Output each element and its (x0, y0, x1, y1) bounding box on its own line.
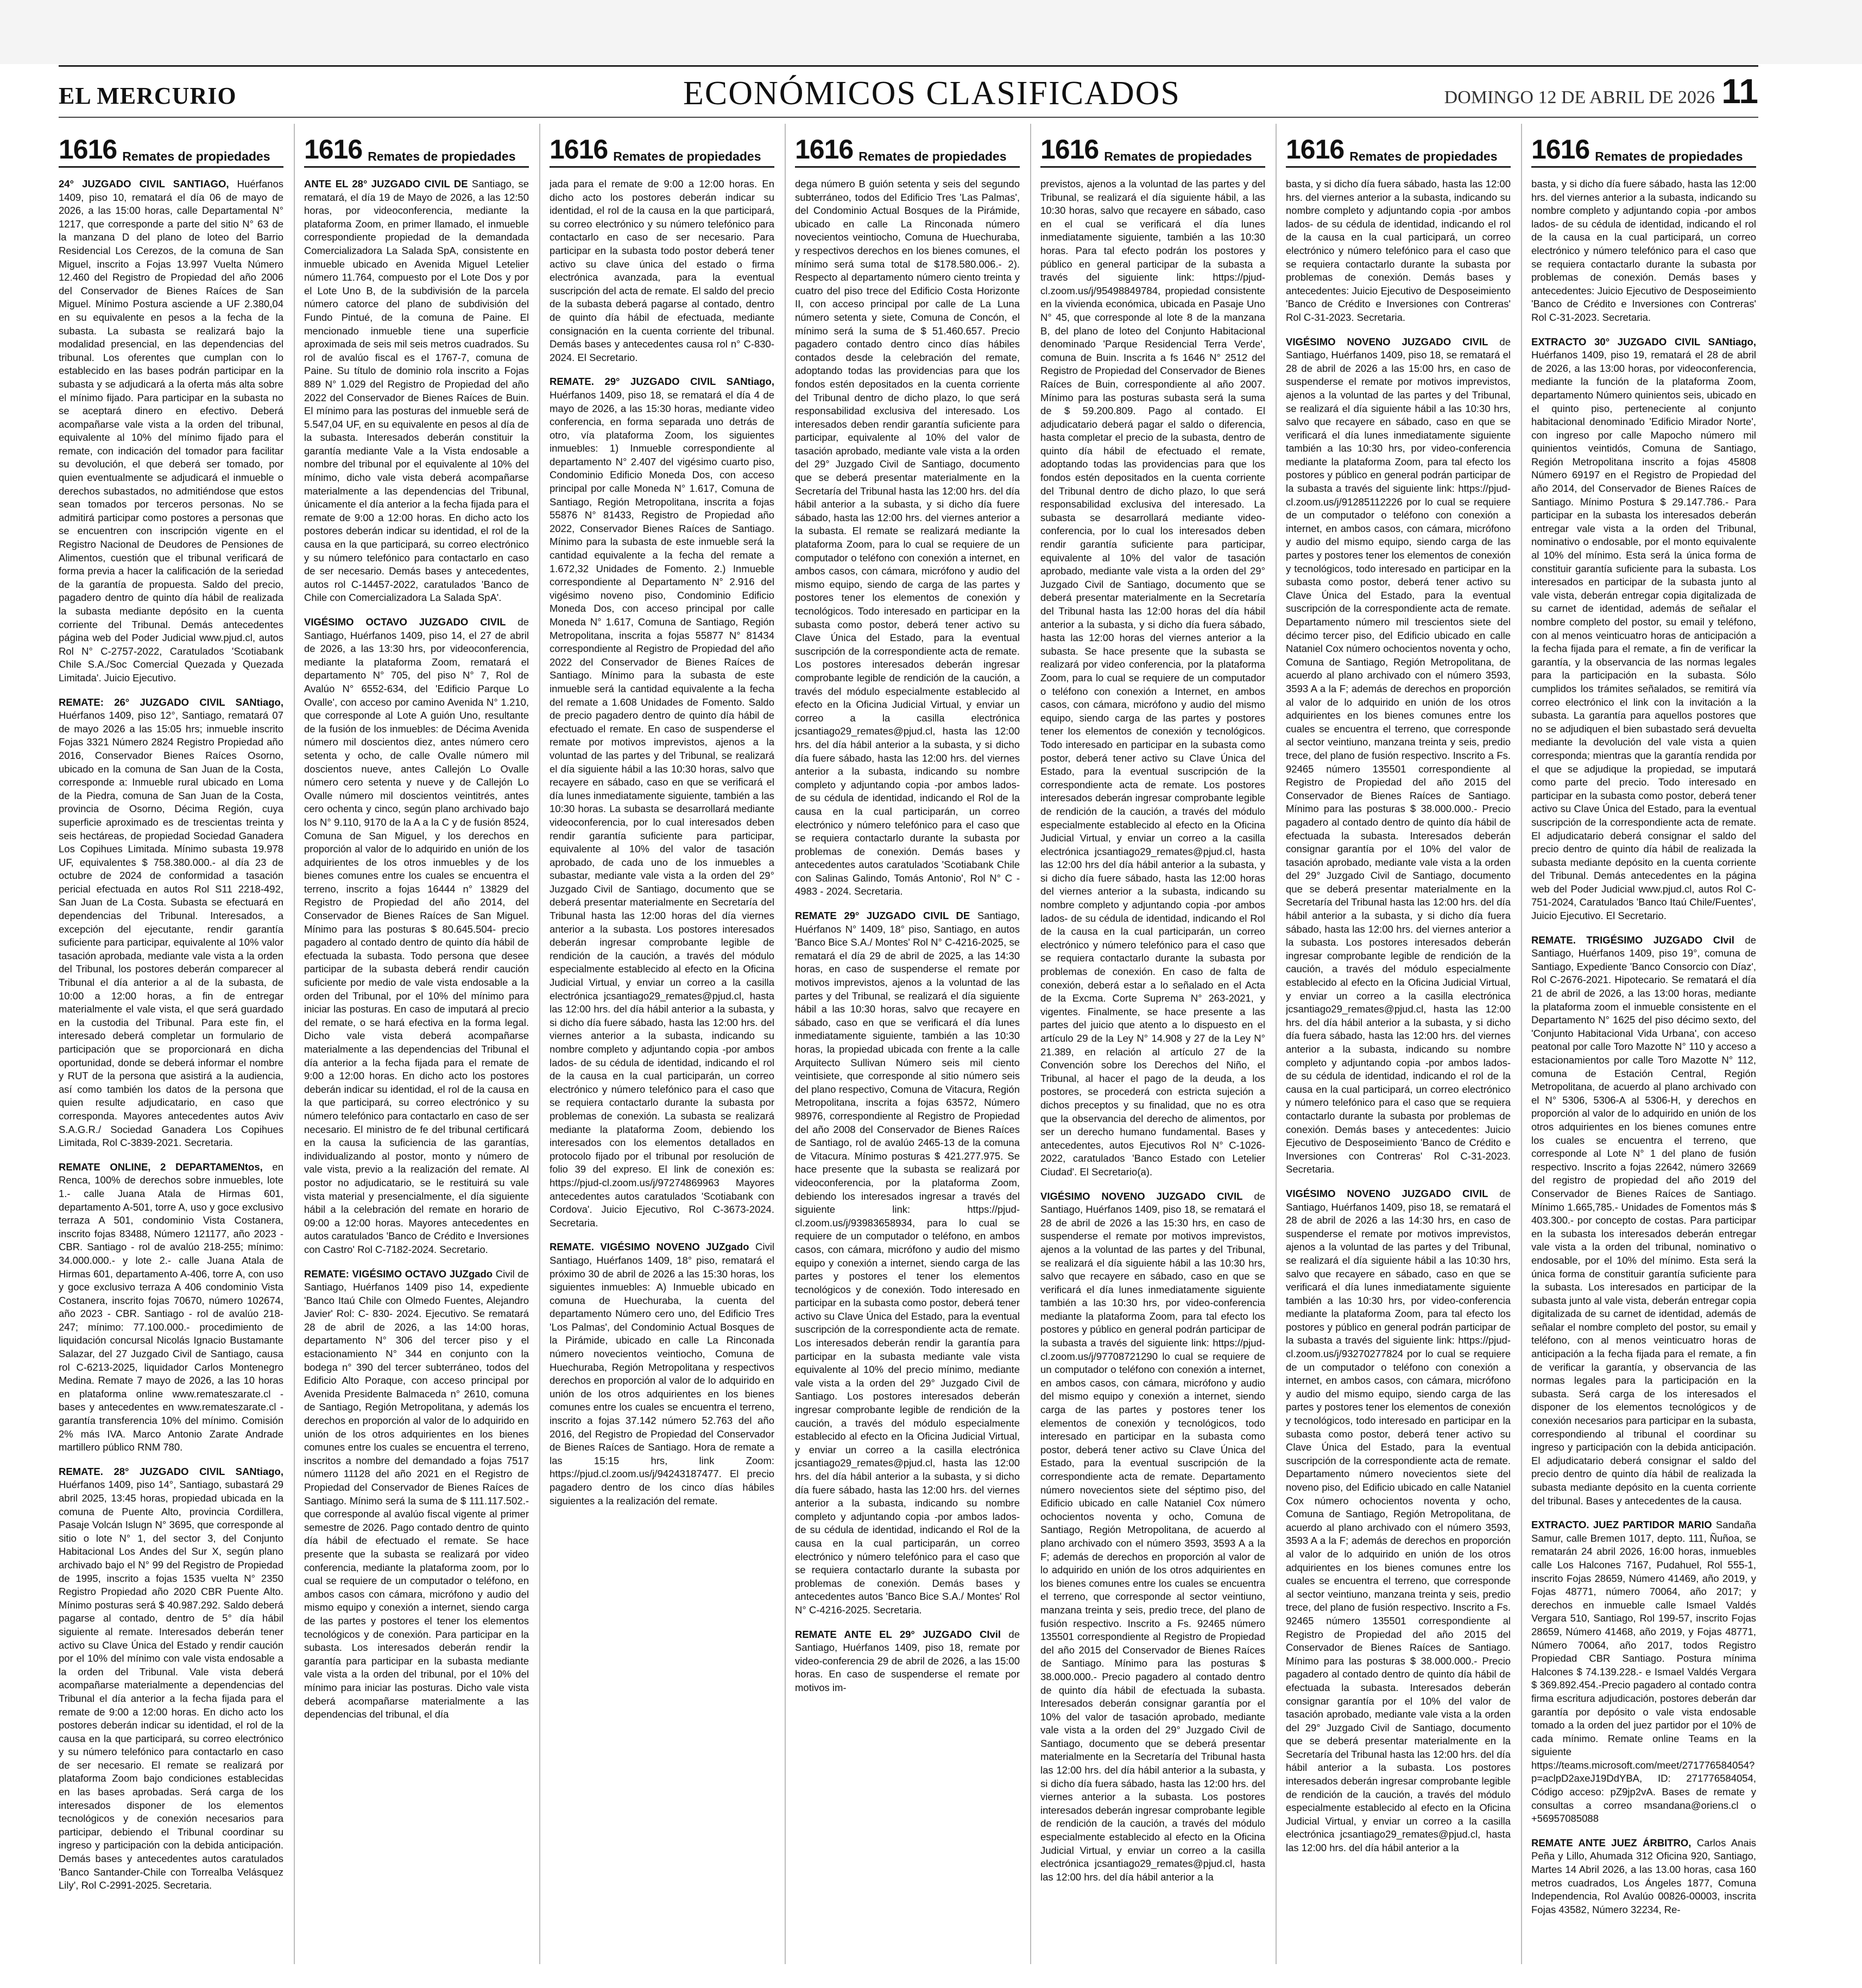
notice-lead: VIGÉSIMO OCTAVO JUZGADO CIVIL (304, 616, 506, 628)
column-3 (550, 124, 774, 1964)
notice (59, 696, 283, 1150)
notice-lead: EXTRACTO 30° JUZGADO CIVIL SANtiago, (1531, 335, 1756, 347)
column-heading (795, 124, 1020, 168)
column-heading (550, 124, 774, 168)
notice-text: Sandaña Samur, calle Bremen 1017, depto. 111, Ñuñoa, se rematarán 24 abril 2026, 16:00 horas, inmuebles calle Los Halcones 7167, Pudahuel, Rol 555-1, inscrito Fojas 28659, Número 41469, año 2019, y Fojas 48771, número 70064, año 2017; y derechos en inmueble calle Ismael Valdés Vergara 510, Santiago, Rol 199-57, inscrito Fojas 28659, Número 41468, año 2019, y Fojas 48771, Número 70064, año 2017, todos Registro Propiedad CBR Santiago. Postura mínima Halcones $ 74.139.228.- e Ismael Valdés Vergara $ 369.892.454.-Precio pagadero al contado contra firma escritura adjudicación, postores deberán dar garantía por depósito o vale vista endosable tomado a la orden del juez partidor por el 10% de cada mínimo. Remate online Teams en la siguiente https://teams.microsoft.com/meet/271776584054?p=aclpD2axeJ19DdYBA, ID: 271776584054, Código acceso: pZ9jp2vA. Bases de remate y consultas a correo msandana@oriens.cl o +56957085088 (1531, 1519, 1756, 1825)
classified-columns (59, 124, 1758, 1964)
notice-text: Civil Santiago, Huérfanos 1409, 18° piso, rematará el próximo 30 de abril de 2026 a las 15:30 horas, los siguientes inmuebles: A) Inmueble ubicado en comuna de Huechuraba, la cuenta del departamento Número cero uno, del Edificio Tres 'Los Palmas', del Condominio Actual Bosques de la Pirámide, ubicado en calle La Rinconada número novecientos veintiocho, Comuna de Huechuraba, Región Metropolitana y respectivos derechos en proporción al valor de lo adquirido en unión de los otros adquirientes en los bienes comunes entre los cuales se encuentra el terreno, inscrito a fojas 37.142 número 52.763 del año 2016, del Registro de Propiedad del Conservador de Bienes Raíces de Santiago. Hora de remate a las 15:15 hrs, link Zoom: https://pjud.cl.zoom.us/j/94243187477. El precio pagadero dentro de los cinco días hábiles siguientes a la realización del remate. (550, 1241, 774, 1506)
column-1 (59, 124, 283, 1964)
notice-text: basta, y si dicho día fuere sábado, hasta las 12:00 hrs. del viernes anterior a la subasta, indicando su nombre completo y adjuntando copia -por ambos lados- de su cédula de identidad, indicando el rol de la causa en la cual participará, un correo electrónico y número telefónico para el caso que se requiera contactarlo durante la subasta por problemas de conexión. Demás bases y antecedentes: Juicio Ejecutivo de Desposeimiento 'Banco de Crédito e Inversiones con Contreras' Rol C-31-2023. Secretaria. (1531, 178, 1756, 323)
top-band (0, 0, 1862, 64)
category-code: 1616 (59, 134, 117, 164)
column-divider (1521, 124, 1522, 1964)
page-header (59, 65, 1758, 118)
column-heading (1286, 124, 1511, 168)
column-divider (1276, 124, 1277, 1964)
column-divider (785, 124, 786, 1964)
category-code: 1616 (1040, 134, 1099, 164)
notice-text: Huérfanos 1409, piso 18, se rematará el día 4 de mayo de 2026, a las 15:30 horas, mediante video conferencia, en forma separada uno detrás de otro, vía plataforma Zoom, los siguientes inmuebles: 1) Inmueble correspondiente al departamento N° 2.407 del vigésimo cuarto piso, Condominio Edificio Moneda Dos, con acceso principal por calle Moneda N° 1.617, Comuna de Santiago, Región Metropolitana, inscrita a fojas 55876 N° 81433, Registro de Propiedad año 2022, Conservador Bienes Raíces de Santiago. Mínimo para la subasta de este inmueble será la cantidad equivalente a la fecha del remate a 1.672,32 Unidades de Fomento. 2.) Inmueble correspondiente al Departamento N° 2.916 del vigésimo noveno piso, Condominio Edificio Moneda Dos, con acceso principal por calle Moneda N° 1.617, Comuna de Santiago, Región Metropolitana, inscrita a fojas 55877 N° 81434 correspondiente al Registro de Propiedad del año 2022 del Conservador de Bienes Raíces de Santiago. Mínimo para la subasta de este inmueble será la cantidad equivalente a la fecha del remate a 1.608 Unidades de Fomento. Saldo de precio pagadero dentro de quinto día hábil de efectuado el remate. En caso de suspenderse el remate por motivos imprevistos, ajenos a la voluntad de las partes y del Tribunal, se realizará el día siguiente hábil a las 10:30 horas, salvo que recayere en sábado, caso en que se verificará el día lunes inmediatamente siguiente, también a las 10:30 horas. La subasta se desarrollará mediante videoconferencia, por lo cual interesados deben rendir garantía suficiente para participar, equivalente al 10% del valor de tasación aprobado, de cada uno de los inmuebles a subastar, mediante vale vista a la orden del 29° Juzgado Civil de Santiago, documento que se deberá presentar materialmente en Secretaría del Tribunal hasta las 12:00 horas del día viernes anterior a la subasta. Los postores interesados deberán ingresar comprobante legible de rendición de la caución, a través del módulo especialmente establecido al efecto en la Oficina Judicial Virtual, y enviar un correo a la casilla electrónica jcsantiago29_remates@pjud.cl, hasta las 12:00 hrs. del día hábil anterior a la subasta, y si dicho día fuere sábado, hasta las 12:00 hrs. del viernes anterior a la subasta, indicando su nombre completo y adjuntando copia -por ambos lados- de su cédula de identidad, indicando el rol de la causa en la cual participarán, un correo electrónico y número telefónico para el caso que se requiera contactarlo durante la subasta por problemas de conexión. La subasta se realizará mediante la plataforma Zoom, debiendo los interesados con los elementos detallados en protocolo fijado por el tribunal por resolución de folio 39 del expreso. El link de conexión es: https://pjud-cl.zoom.us/j/97274869963 Mayores antecedentes autos caratulados 'Scotiabank con Cordova'. Juicio Ejecutivo, Rol C-3673-2024. Secretaria. (550, 389, 774, 1229)
notice (795, 1628, 1020, 1695)
notice-text: Santiago, Huérfanos N° 1409, 18° piso, Santiago, en autos 'Banco Bice S.A./ Montes' Rol N° C-4216-2025, se rematará el día 29 de abril de 2025, a las 14:30 horas, en caso de suspenderse el remate por motivos imprevistos, ajenos a la voluntad de las partes y del Tribunal, se realizará el día siguiente hábil a las 10:30 horas, salvo que recayere en sábado, caso en que se verificará el día lunes inmediatamente siguiente, también a las 10:30 horas, la propiedad ubicada con frente a la calle Arquitecto Sullivan Número seis mil ciento veintisiete, que corresponde al sitio número seis del plano respectivo, Comuna de Vitacura, Región Metropolitana, inscrita a fojas 63572, Número 98976, correspondiente al Registro de Propiedad del año 2008 del Conservador de Bienes Raíces de Santiago, rol de avalúo 2465-13 de la comuna de Vitacura. Mínimo posturas $ 421.277.975. Se hace presente que la subasta se realizará por videoconferencia, por la plataforma Zoom, debiendo los interesados ingresar a través del siguiente link: https://pjud-cl.zoom.us/j/93983658934, para lo cual se requiere de un computador o teléfono, en ambos casos, con cámara, micrófono y audio del mismo equipo y conexión a internet, siendo carga de las partes y postores el tener los elementos tecnológicos y de conexión. Todo interesado en participar en la subasta como postor, deberá tener activo su Clave Única del Estado, para la eventual suscripción de la correspondiente acta de remate. Los interesados deberán rendir la garantía para participar en la subasta mediante vale vista equivalente al 10% del precio mínimo, mediante vale vista a la orden del 29° Juzgado Civil de Santiago. Los postores interesados deberán ingresar comprobante legible de rendición de la caución, a través del módulo especialmente establecido al efecto en la Oficina Judicial Virtual, y enviar un correo a la casilla electrónica jcsantiago29_remates@pjud.cl, hasta las 12:00 hrs. del día hábil anterior a la subasta, y si dicho día fuere sábado, hasta las 12:00 hrs. del viernes anterior a la subasta, indicando su nombre completo y adjuntando copia -por ambos lados- de su cédula de identidad, indicando el Rol de la causa en la cual participarán, un correo electrónico y número telefónico para el caso que se requiera contactarlo durante la subasta por problemas de conexión. Demás bases y antecedentes autos 'Banco Bice S.A./ Montes' Rol N° C-4216-2025. Secretaria. (795, 910, 1020, 1616)
section-title: ECONÓMICOS CLASIFICADOS (683, 75, 1181, 112)
notice (1286, 178, 1511, 325)
notice (550, 178, 774, 364)
notice-text: basta, y si dicho día fuera sábado, hasta las 12:00 hrs. del viernes anterior a la subasta, indicando su nombre completo y adjuntando copia -por ambos lados- de su cédula de identidad, indicando el rol de la causa en la cual participará, un correo electrónico y número telefónico para el caso que se requiera contactarlo durante la subasta por problemas de conexión. Demás bases y antecedentes: Juicio Ejecutivo de Desposeimiento 'Banco de Crédito e Inversiones con Contreras' Rol C-31-2023. Secretaria. (1286, 178, 1511, 323)
notice-lead: REMATE: 26° JUZGADO CIVIL SANtiago, (59, 696, 283, 708)
notice (795, 909, 1020, 1617)
column-divider (1030, 124, 1031, 1964)
column-2 (304, 124, 529, 1964)
column-6 (1286, 124, 1511, 1964)
notice-lead: REMATE 29° JUZGADO CIVIL DE (795, 910, 970, 922)
column-5 (1040, 124, 1265, 1964)
notice-text: en Renca, 100% de derechos sobre inmuebles, lote 1.- calle Juana Atala de Hirmas 601, departamento A-501, torre A, uso y goce exclusivo terraza A 501, condominio Vista Costanera, inscrito fojas 83488, Número 121177, año 2023 - CBR. Santiago - rol de avalúo 218-255; mínimo: 34.000.000.- y lote 2.- calle Juana Atala de Hirmas 601, departamento A-406, torre A, con uso y goce exclusivo terraza A 406 condominio Vista Costanera, inscrito fojas 70670, número 102674, año 2023 - CBR. Santiago - rol de avalúo 218-247; mínimo: 77.100.000.- procedimiento de liquidación concursal Nicolás Ignacio Bustamante Salazar, del 27 Juzgado Civil de Santiago, causa rol C-6213-2025, liquidador Carlos Montenegro Medina. Remate 7 mayo de 2026, a las 10 horas en plataforma online www.remateszarate.cl - bases y antecedentes en www.remateszarate.cl - garantía transferencia 10% del mínimo. Comisión 2% más IVA. Marco Antonio Zarate Andrade martillero público RNM 780. (59, 1161, 283, 1453)
column-body (550, 178, 774, 1508)
column-body (1531, 178, 1756, 1916)
notice-text: Santiago, se rematará, el día 19 de Mayo de 2026, a las 12:50 horas, por videoconferencia, mediante la plataforma Zoom, en primer llamado, el inmueble correspondiente propiedad de la demandada Comercializadora La Salada SpA, consistente en inmueble ubicado en Avenida Miguel Letelier número 11.764, compuesto por el Lote Dos y por el Lote Uno B, de la subdivisión de la parcela número catorce del plano de subdivisión del Fundo Pintué, de la comuna de Paine. El mencionado inmueble tiene una superficie aproximada de seis mil seis metros cuadrados. Su rol de avalúo fiscal es el 1767-7, comuna de Paine. Su título de dominio rola inscrito a Fojas 889 N° 1.029 del Registro de Propiedad del año 2022 del Conservador de Bienes Raíces de Buin. El mínimo para las posturas del inmueble será de 5.547,04 UF, en su equivalente en pesos al día de la subasta. Interesados deberán constituir la garantía mediante Vale a la Vista endosable a nombre del tribunal por el equivalente al 10% del mínimo, dicho vale vista deberá acompañarse materialmente a las dependencias del Tribunal, únicamente el día anterior a la fecha fijada para el remate de 9:00 a 12:00 horas. En dicho acto los postores deberán indicar su identidad, el rol de la causa en la que participará, su correo electrónico y su número telefónico para contactarlo en caso de ser necesario. Demás bases y antecedentes, autos rol C-14457-2022, caratulados 'Banco de Chile con Comercializadora La Salada SpA'. (304, 178, 529, 604)
notice-lead: 24° JUZGADO CIVIL SANTIAGO, (59, 178, 229, 189)
category-label: Remates de propiedades (1104, 149, 1252, 163)
notice (59, 178, 283, 685)
category-label: Remates de propiedades (122, 149, 270, 163)
notice (1531, 1837, 1756, 1917)
notice-lead: REMATE. 28° JUZGADO CIVIL SANtiago, (59, 1465, 283, 1477)
column-heading (304, 124, 529, 168)
column-heading (59, 124, 283, 168)
column-divider (539, 124, 540, 1964)
column-body (1040, 178, 1265, 1884)
column-7 (1531, 124, 1756, 1964)
notice (1531, 1518, 1756, 1826)
notice (550, 375, 774, 1230)
category-code: 1616 (1286, 134, 1345, 164)
notice-lead: REMATE ONLINE, 2 DEPARTAMENtos, (59, 1161, 263, 1173)
category-label: Remates de propiedades (613, 149, 761, 163)
notice-text: Huérfanos 1409, piso 10, rematará el día 06 de mayo de 2026, a las 15:00 horas, calle Departamental N° 1217, que corresponde a parte del sitio N° 63 de la manzana D del plano de loteo del Barrio Residencial Los Cerezos, de la comuna de San Miguel, inscrito a Fojas 13.997 Vuelta Número 12.460 del Registro de Propiedad del año 2006 del Conservador de Bienes Raíces de San Miguel. Mínimo Postura asciende a UF 2.380,04 en su equivalente en pesos a la fecha de la subasta. La subasta se realizará bajo la modalidad presencial, en las dependencias del tribunal. Los oferentes que cumplan con lo establecido en las bases podrán participar en la subasta y se adjudicará a la oferta más alta sobre el mínimo fijado. Para participar en la subasta no se aceptará dinero en efectivo. Deberá acompañarse vale vista a la orden del tribunal, equivalente al 10% del mínimo fijado para el remate, con indicación del tomador para facilitar su devolución, el que deberá ser tomado, por quien eventualmente se adjudicará el inmueble o derechos subastados, no admitiéndose que estos sean tomados por terceros personas. No se admitirá participar como postores a personas que se encuentren con inscripción vigente en el Registro Nacional de Deudores de Pensiones de Alimentos, cuestión que el tribunal verificará de forma previa a hacer la calificación de la seriedad de la garantía de propuesta. Saldo del precio, pagadero dentro de quinto día hábil de realizada la subasta mediante depósito en la cuenta corriente del Tribunal. Demás antecedentes página web del Poder Judicial www.pjud.cl, autos Rol N° C-2757-2022, Caratulados 'Scotiabank Chile S.A./Soc Comercial Quezada y Quezada Limitada'. Juicio Ejecutivo. (59, 178, 283, 683)
column-body (304, 178, 529, 1721)
notice-lead: VIGÉSIMO NOVENO JUZGADO CIVIL (1286, 335, 1488, 347)
notice-lead: REMATE. 29° JUZGADO CIVIL SANtiago, (550, 376, 774, 388)
notice-lead: REMATE: VIGÉSIMO OCTAVO JUZgado (304, 1268, 493, 1280)
notice (1531, 335, 1756, 923)
column-heading (1040, 124, 1265, 168)
page-number: 11 (1721, 72, 1758, 111)
notice (304, 1268, 529, 1721)
notice-lead: EXTRACTO. JUEZ PARTIDOR MARIO (1531, 1519, 1712, 1531)
notice (1531, 934, 1756, 1508)
notice (59, 1161, 283, 1454)
column-divider (294, 124, 295, 1964)
notice (1531, 178, 1756, 325)
notice-text: jada para el remate de 9:00 a 12:00 horas. En dicho acto los postores deberán indicar su identidad, el rol de la causa en la que participará, su correo electrónico y su número telefónico para contactarlo en caso de ser necesario. Para participar en la subasta todo postor deberá tener activo su clave única del estado o firma electrónica avanzada, para la eventual suscripción del acta de remate. El saldo del precio de la subasta deberá pagarse al contado, dentro de quinto día hábil de efectuada, mediante consignación en la cuenta corriente del tribunal. Demás bases y antecedentes causa rol n° C-830-2024. El Secretario. (550, 178, 774, 363)
notice (304, 616, 529, 1257)
category-label: Remates de propiedades (1595, 149, 1743, 163)
category-code: 1616 (550, 134, 608, 164)
notice (59, 1465, 283, 1892)
notice-lead: REMATE. VIGÉSIMO NOVENO JUZgado (550, 1241, 749, 1253)
newspaper-masthead: EL MERCURIO (59, 83, 237, 109)
column-body (1286, 178, 1511, 1855)
notice (1040, 178, 1265, 1179)
notice-text: de Santiago, Huérfanos 1409, piso 18, remate por video-conferencia 29 de abril de 2026, a las 15:00 horas. En caso de suspenderse el remate por motivos im- (795, 1628, 1020, 1693)
notice (1040, 1190, 1265, 1884)
notice (304, 178, 529, 605)
notice-lead: VIGÉSIMO NOVENO JUZGADO CIVIL (1286, 1187, 1488, 1199)
category-code: 1616 (1531, 134, 1590, 164)
category-label: Remates de propiedades (368, 149, 516, 163)
notice-text: Civil de Santiago, Huérfanos 1409 piso 14, expediente 'Banco Itaú Chile con Olmedo Fuentes, Alejandro Javier' Rol: C- 830- 2024. Ejecutivo. Se rematará 28 de abril de 2026, a las 14:00 horas, departamento N° 306 del tercer piso y el estacionamiento N° 344 en conjunto con la bodega n° 390 del tercer subterráneo, todos del Edificio Alto Poraque, con acceso principal por Avenida Presidente Balmaceda n° 2610, comuna de Santiago, Región Metropolitana, y además los derechos en proporción al valor de lo adquirido en unión de los otros adquirientes en los bienes comunes entre los cuales se encuentra el terreno, inscritos a nombre del demandado a fojas 7517 número 11128 del año 2021 en el Registro de Propiedad del Conservador de Bienes Raíces de Santiago. Mínimo será la suma de $ 111.117.502.- que corresponde al avalúo fiscal vigente al primer semestre de 2026. Pago contado dentro de quinto día hábil de efectuado el remate. Se hace presente que la subasta se realizará por video conferencia, mediante la plataforma zoom, por lo cual se requiere de un computador o teléfono, en ambos casos con cámara, micrófono y audio del mismo equipo y conexión a internet, siendo carga de las partes y postores el tener los elementos tecnológicos y de conexión. Para participar en la subasta. Los interesados deberán rendir la garantía para participar en la subasta mediante vale vista a la orden del tribunal, por el 10% del mínimo para iniciar las posturas. Dicho vale vista deberá acompañarse materialmente a las dependencias del tribunal, el día (304, 1268, 529, 1720)
notice-lead: ANTE EL 28° JUZGADO CIVIL DE (304, 178, 468, 189)
notice (1286, 1187, 1511, 1855)
notice-text: Huérfanos 1409, piso 19, rematará el 28 de abril de 2026, a las 13:00 horas, por videoconferencia, mediante la función de la plataforma Zoom, departamento Número quinientos seis, ubicado en el quinto piso, perteneciente al conjunto habitacional denominado 'Edificio Mirador Norte', con ingreso por calle Mapocho número mil quinientos veintidós, Comuna de Santiago, Región Metropolitana inscrito a fojas 45808 Número 69197 en el Registro de Propiedad del año 2014, del Conservador de Bienes Raíces de Santiago. Mínimo Postura $ 29.147.786.- Para participar en la subasta los interesados deberán entregar vale vista a la orden del Tribunal, nominativo o endosable, por el monto equivalente al 10% del mínimo. Esta será la única forma de constituir garantía suficiente para la subasta. Los interesados en participar de la subasta junto al vale vista, deberán entregar copia digitalizada de su carnet de identidad, además de señalar el nombre completo del postor, su email y teléfono, con al menos veinticuatro horas de anticipación a la fecha fijada para el remate, a fin de verificar la garantía, y la observancia de las normas legales para la participación en la subasta. Sólo cumplidos los trámites señalados, se remitirá vía correo electrónico el link con la invitación a la subasta. La garantía para aquellos postores que no se adjudiquen el bien subastado será devuelta mediante la devolución del vale vista a quien corresponda; mientras que la garantía rendida por el que se adjudique la propiedad, se imputará como parte del precio. Todo interesado en participar en la subasta como postor, deberá tener activo su Clave Única del Estado, para la eventual suscripción de la correspondiente acta de remate. El adjudicatario deberá consignar el saldo del precio dentro de quinto día hábil de realizada la subasta mediante depósito en la cuenta corriente del Tribunal. Demás antecedentes en la página web del Poder Judicial www.pjud.cl, autos Rol C-751-2024, Caratulados 'Banco Itaú Chile/Fuentes', Juicio Ejecutivo. El Secretario. (1531, 349, 1756, 922)
notice-lead: VIGÉSIMO NOVENO JUZGADO CIVIL (1040, 1190, 1243, 1202)
column-body (795, 178, 1020, 1695)
notice-text: Huérfanos 1409, piso 12°, Santiago, rematará 07 de mayo 2026 a las 15:05 hrs; inmueble inscrito Fojas 3321 Número 2824 Registro Propiedad año 2016, Conservador Bienes Raíces Osorno, ubicado en la comuna de San Juan de la Costa, corresponde a: Inmueble rural ubicado en Loma de la Piedra, comuna de San Juan de la Costa, provincia de Osorno, Décima Región, cuya superficie aproximado es de trescientas treinta y seis hectáreas, de propiedad Sociedad Ganadera Los Copihues Limitada. Mínimo subasta 19.978 UF, equivalentes $ 758.380.000.- al día 23 de octubre de 2024 de conformidad a tasación pericial efectuada en autos Rol S11 2218-492, San Juan de La Costa. Subasta se efectuará en dependencias del Tribunal. Interesados, a excepción del ejecutante, rendir garantía suficiente para participar, equivalente al 10% valor tasación aprobada, mediante vale vista a la orden del Tribunal, los postores deberán comparecer al Tribunal el día anterior a al de la subasta, de 10:00 a 12:00 horas, a fin de entregar materialmente el vale vista, el que será guardado en la custodia del Tribunal. Para este fin, el interesado deberá completar un formulario de participación que se proporcionará en dicha oportunidad, donde se deberá informar el nombre y RUT de la persona que asistirá a la audiencia, así como también los datos de la persona que quien resulte adjudicatario, en caso que corresponda. Mayores antecedentes autos Aviv S.A.G.R./ Sociedad Ganadera Los Copihues Limitada, Rol C-3839-2021. Secretaria. (59, 710, 283, 1149)
page-date: DOMINGO 12 DE ABRIL DE 2026 (1444, 87, 1715, 107)
category-code: 1616 (304, 134, 363, 164)
category-label: Remates de propiedades (859, 149, 1007, 163)
notice-text: de Santiago, Huérfanos 1409, piso 18, se rematará el 28 de abril de 2026 a las 15:00 hrs, en caso de suspenderse el remate por motivos imprevistos, ajenos a la voluntad de las partes y del Tribunal, se realizará el día siguiente hábil a las 10:30 hrs, salvo que recayere en sábado, caso en que se verificará el día lunes inmediatamente siguiente también a las 10:30 hrs, por video-conferencia mediante la plataforma Zoom, para tal efecto los postores y público en general podrán participar de la subasta a través del siguiente link: https://pjud-cl.zoom.us/j/91285112226 por lo cual se requiere de un computador o teléfono con conexión a internet, en ambos casos, con cámara, micrófono y audio del mismo equipo, siendo carga de las partes y postores tener los elementos de conexión y tecnológicos, todo interesado en participar en la subasta como postor, deberá tener activo su Clave Única del Estado, para la eventual suscripción de la correspondiente acta de remate. Departamento número mil trescientos siete del décimo tercer piso, del Edificio ubicado en calle Nataniel Cox número ochocientos noventa y ocho, Comuna de Santiago, Región Metropolitana, de acuerdo al plano archivado con el número 3593, 3593 A a la F; además de derechos en proporción al valor de lo adquirido en unión de los otros adquirientes en los bienes comunes entre los cuales se encuentra el terreno, que corresponde al sector veintiuno, manzana treinta y seis, predio trece, del plano de fusión respectivo. Inscrito a Fs. 92465 número 135501 correspondiente al Registro de Propiedad del año 2015 del Conservador de Bienes Raíces de Santiago. Mínimo para las posturas $ 38.000.000.- Precio pagadero al contado dentro de quinto día hábil de efectuada la subasta. Interesados deberán consignar garantía por el 10% del valor de tasación aprobado, mediante vale vista a la orden del 29° Juzgado Civil de Santiago, documento que se deberá presentar materialmente en la Secretaría del Tribunal hasta las 12:00 hrs. del día hábil anterior a la subasta, y si dicho día fuera sábado, hasta las 12:00 hrs. del viernes anterior a la subasta. Los postores interesados deberán ingresar comprobante legible de rendición de la caución, a través del módulo especialmente establecido al efecto en la Oficina Judicial Virtual, y enviar un correo a la casilla electrónica jcsantiago29_remates@pjud.cl, hasta las 12:00 hrs. del día hábil anterior a la subasta, y si dicho día fuera sábado, hasta las 12:00 hrs. del viernes anterior a la subasta, indicando su nombre completo y adjuntando copia -por ambos lados- de su cédula de identidad, indicando el rol de la causa en la cual participará, un correo electrónico y número telefónico para el caso que se requiera contactarlo durante la subasta por problemas de conexión. Demás bases y antecedentes: Juicio Ejecutivo de Desposeimiento 'Banco de Crédito e Inversiones con Contreras' Rol C-31-2023. Secretaria. (1286, 335, 1511, 1175)
notice (795, 178, 1020, 898)
notice-text: de Santiago, Huérfanos 1409, piso 18, se rematará el 28 de abril de 2026 a las 15:30 hrs, en caso de suspenderse el remate por motivos imprevistos, ajenos a la voluntad de las partes y del Tribunal, se realizará el día siguiente hábil a las 10:30 hrs, salvo que recayere en sábado, caso en que se verificará el día lunes inmediatamente siguiente también a las 10:30 hrs, por video-conferencia mediante la plataforma Zoom, para tal efecto los postores y público en general podrán participar de la subasta a través del siguiente link: https://pjud-cl.zoom.us/j/97708721290 lo cual se requiere de un computador o teléfono con conexión a internet, en ambos casos, con cámara, micrófono y audio del mismo equipo y conexión a internet, siendo carga de las partes y postores tener los elementos de conexión y tecnológicos, todo interesado en participar en la subasta como postor, deberá tener activo su Clave Única del Estado, para la eventual suscripción de la correspondiente acta de remate. Departamento número novecientos siete del séptimo piso, del Edificio ubicado en calle Nataniel Cox número ochocientos noventa y ocho, Comuna de Santiago, Región Metropolitana, de acuerdo al plano archivado con el número 3593, 3593 A a la F; además de derechos en proporción al valor de lo adquirido en unión de los otros adquirientes en los bienes comunes entre los cuales se encuentra el terreno, que corresponde al sector veintiuno, manzana treinta y seis, predio trece, del plano de fusión respectivo. Inscrito a Fs. 92465 número 135501 correspondiente al Registro de Propiedad del año 2015 del Conservador de Bienes Raíces de Santiago. Mínimo para las posturas $ 38.000.000.- Precio pagadero al contado dentro de quinto día hábil de efectuada la subasta. Interesados deberán consignar garantía por el 10% del valor de tasación aprobado, mediante vale vista a la orden del 29° Juzgado Civil de Santiago, documento que se deberá presentar materialmente en la Secretaría del Tribunal hasta las 12:00 hrs. del día hábil anterior a la subasta, y si dicho día fuera sábado, hasta las 12:00 hrs. del viernes anterior a la subasta. Los postores interesados deberán ingresar comprobante legible de rendición de la caución, a través del módulo especialmente establecido al efecto en la Oficina Judicial Virtual, y enviar un correo a la casilla electrónica jcsantiago29_remates@pjud.cl, hasta las 12:00 hrs. del día hábil anterior a la (1040, 1190, 1265, 1883)
notice-text: Carlos Anais Peña y Lillo, Ahumada 312 Oficina 920, Santiago, Martes 14 Abril 2026, a las 13.00 horas, casa 160 metros cuadrados, Los Ángeles 1877, Comuna Independencia, Rol Avalúo 00826-00003, inscrita Fojas 43582, Número 32234, Re- (1531, 1837, 1756, 1915)
notice-text: Huérfanos 1409, piso 14°, Santiago, subastará 29 abril 2025, 13:45 horas, propiedad ubicada en la comuna de Puente Alto, provincia Cordillera, Pasaje Volcán Islugn N° 3695, que corresponde al sitio o lote N° 1, del sector 3, del Conjunto Habitacional Los Andes del Sur X, según plano archivado bajo el N° 99 del Registro de Propiedad de 1995, inscrito a fojas 1535 vuelta N° 2350 Registro Propiedad año 2020 CBR Puente Alto. Mínimo posturas será $ 40.987.292. Saldo deberá pagarse al contado, dentro de 5° día hábil siguiente al remate. Interesados deberán tener activo su Clave Única del Estado y rendir caución por el 10% del mínimo con vale vista endosable a la orden del Tribunal. Vale vista deberá acompañarse materialmente a dependencias del Tribunal el día anterior a la fecha fijada para el remate de 9:00 a 12:00 horas. En dicho acto los postores deberán indicar su identidad, el rol de la causa en la que participará, su correo electrónico y su número telefónico para contactarlo en caso de ser necesario. El remate se realizará por plataforma Zoom bajo condiciones establecidas en las bases aprobadas. Será carga de los interesados disponer de los elementos tecnológicos y de conexión necesarios para participar, debiendo el Tribunal coordinar su ingreso y participación con la debida anticipación. Demás bases y antecedentes autos caratulados 'Banco Santander-Chile con Torrealba Velásquez Lily', Rol C-2991-2025. Secretaria. (59, 1479, 283, 1891)
category-label: Remates de propiedades (1349, 149, 1498, 163)
column-body (59, 178, 283, 1892)
notice-text: dega número B guión setenta y seis del segundo subterráneo, todos del Edificio Tres 'Las Palmas', del Condominio Actual Bosques de la Pirámide, ubicado en calle La Rinconada número novecientos veintiocho, Comuna de Huechuraba, y respectivos derechos en los bienes comunes, el mínimo será suma total de $178.580.006.- 2). Respecto al departamento número ciento treinta y cuatro del piso trece del Edificio Costa Horizonte II, con acceso principal por calle de La Luna número setenta y siete, Comuna de Concón, el mínimo será la suma de $ 51.460.657. Precio pagadero contado dentro cinco días hábiles contados desde la celebración del remate, adoptando todas las providencias para que los fondos estén depositados en la cuenta corriente del Tribunal dentro de dicho plazo, lo que será responsabilidad exclusiva del interesado. Los interesados deben rendir garantía suficiente para participar, equivalente al 10% del valor de tasación aprobado, mediante vale vista a la orden del 29° Juzgado Civil de Santiago, documento que se deberá presentar materialmente en la Secretaría del Tribunal hasta las 12:00 hrs. del día hábil anterior a la subasta, y si dicho día fuere sábado, hasta las 12:00 hrs. del viernes anterior a la subasta. El remate se realizará mediante la plataforma Zoom, para lo cual se requiere de un computador o teléfono con conexión a internet, en ambos casos, con cámara, micrófono y audio del mismo equipo, siendo de carga de las partes y postores tener los elementos de conexión y tecnológicos. Todo interesado en participar en la subasta como postor, deberá tener activo su Clave Única del Estado, para la eventual suscripción de la correspondiente acta de remate. Los postores interesados deberán ingresar comprobante legible de rendición de la caución, a través del módulo especialmente establecido al efecto en la Oficina Judicial Virtual, y enviar un correo a la casilla electrónica jcsantiago29_remates@pjud.cl, hasta las 12:00 hrs. del día hábil anterior a la subasta, y si dicho día fuere sábado, hasta las 12:00 hrs. del viernes anterior a la subasta, indicando su nombre completo y adjuntando copia -por ambos lados- de su cédula de identidad, indicando el Rol de la causa en la cual participarán, un correo electrónico y número telefónico para el caso que se requiera contactarlo durante la subasta por problemas de conexión. Demás bases y antecedentes autos caratulados 'Scotiabank Chile con Salinas Galindo, Tomás Antonio', Rol N° C - 4983 - 2024. Secretaria. (795, 178, 1020, 897)
notice-lead: REMATE ANTE EL 29° JUZGADO CIvil (795, 1628, 1001, 1640)
notice-text: de Santiago, Huérfanos 1409, piso 14, el 27 de abril de 2026, a las 13:30 hrs, por videoconferencia, mediante la plataforma Zoom, rematará el departamento N° 705, del piso N° 7, Rol de Avalúo N° 6552-634, del 'Edificio Parque Lo Ovalle', con acceso por camino Avenida N° 1.210, que corresponde al Lote A guión Uno, resultante de la fusión de los inmuebles: de Décima Avenida número mil doscientos diez, antes número cero setenta y ocho, de calle Ovalle número mil doscientos nueve, antes Callejón Lo Ovalle número cero setenta y nueve y de Callejón Lo Ovalle número mil doscientos veintitrés, antes cero ochenta y cinco, según plano archivado bajo los N° 9.110, 9170 de la A a la C y de fusión 8524, Comuna de San Miguel, y los derechos en proporción al valor de lo adquirido en unión de los adquirientes de los otros inmuebles y de los bienes comunes entre los cuales se encuentra el terreno, inscrito a fojas 16444 n° 13829 del Registro de Propiedad del año 2014, del Conservador de Bienes Raíces de San Miguel. Mínimo para las posturas $ 80.645.504- precio pagadero al contado dentro de quinto día hábil de efectuada la subasta. Todo persona que desee participar de la subasta deberá rendir caución suficiente por medio de vale vista endosable a la orden del Tribunal, por el 10% del mínimo para iniciar las posturas. En caso de imputará al precio del remate, o se hará efectiva en la forma legal. Dicho vale vista deberá acompañarse materialmente a las dependencias del Tribunal el día anterior a la fecha fijada para el remate de 9:00 a 12:00 horas. En dicho acto los postores deberán indicar su identidad, el rol de la causa en la que participará, su correo electrónico y su número telefónico para contactarlo en caso de ser necesario. El ministro de fe del tribunal certificará en la causa la suficiencia de las garantías, individualizando al postor, monto y número de vale vista, previo a la realización del remate. Al postor no adjudicatario, se le restituirá su vale vista material y presencialmente, el día siguiente hábil a la celebración del remate en horario de 09:00 a 12:00 horas. Mayores antecedentes en autos caratulados 'Banco de Crédito e Inversiones con Castro' Rol C-7182-2024. Secretario. (304, 616, 529, 1255)
notice-text: de Santiago, Huérfanos 1409, piso 19°, comuna de Santiago, Expediente 'Banco Consorcio con Díaz', Rol C-2676-2021. Hipotecario. Se rematará el día 21 de abril de 2026, a las 13:00 horas, mediante la plataforma zoom el inmueble consistente en el Departamento N° 1625 del piso décimo sexto, del 'Conjunto Habitacional Vida Urbana', con acceso peatonal por calle Toro Mazotte N° 110 y acceso a estacionamientos por calle Toro Mazotte N° 112, comuna de Estación Central, Región Metropolitana, de acuerdo al plano archivado con el N° 5306, 5306-A al 5306-H, y derechos en proporción al valor de lo adquirido en unión de los otros adquirientes en los bienes comunes entre los cuales se encuentra el terreno, que corresponde al Lote N° 1 del plano de fusión respectivo. Inscrito a fojas 22642, número 32669 del registro de propiedad del año 2019 del Conservador de Bienes Raíces de Santiago. Mínimo 1.665,785.- Unidades de Fomentos más $ 403.300.- por concepto de costas. Para participar en la subasta los interesados deberán entregar vale vista a la orden del tribunal, nominativo o endosable, por el 10% del mínimo. Esta será la única forma de constituir garantía suficiente para la subasta. Los interesados en participar de la subasta junto al vale vista, deberán entregar copia digitalizada de su carnet de identidad, además de señalar el nombre completo del postor, su email y teléfono, con al menos veinticuatro horas de anticipación a la fecha fijada para el remate, a fin de verificar la garantía, y observancia de las normas legales para la participación en la subasta. Será carga de los interesados el disponer de los elementos tecnológicos y de conexión necesarios para participar en la subasta, correspondiendo al tribunal el coordinar su ingreso y participación con la debida anticipación. El adjudicatario deberá consignar el saldo del precio dentro de quinto día hábil de realizada la subasta mediante depósito en la cuenta corriente del tribunal. Bases y antecedentes de la causa. (1531, 934, 1756, 1506)
notice-lead: REMATE. TRIGÉSIMO JUZGADO CIvil (1531, 934, 1734, 946)
notice-lead: REMATE ANTE JUEZ ÁRBITRO, (1531, 1837, 1691, 1848)
notice-text: de Santiago, Huérfanos 1409, piso 18, se rematará el 28 de abril de 2026 a las 14:30 hrs, en caso de suspenderse el remate por motivos imprevistos, ajenos a la voluntad de las partes y del Tribunal, se realizará el día siguiente hábil a las 10:30 hrs, salvo que recayere en sábado, caso en que se verificará el día lunes inmediatamente siguiente también a las 10:30 hrs, por video-conferencia mediante la plataforma Zoom, para tal efecto los postores y público en general podrán participar de la subasta a través del siguiente link: https://pjud-cl.zoom.us/j/93270277824 por lo cual se requiere de un computador o teléfono con conexión a internet, en ambos casos, con cámara, micrófono y audio del mismo equipo, siendo carga de las partes y postores tener los elementos de conexión y tecnológicos, todo interesado en participar en la subasta como postor, deberá tener activo su Clave Única del Estado, para la eventual suscripción de la correspondiente acta de remate. Departamento número novecientos siete del noveno piso, del Edificio ubicado en calle Nataniel Cox número ochocientos noventa y ocho, Comuna de Santiago, Región Metropolitana, de acuerdo al plano archivado con el número 3593, 3593 A a la F; además de derechos en proporción al valor de lo adquirido en unión de los otros adquirientes en los bienes comunes entre los cuales se encuentra el terreno, que corresponde al sector veintiuno, manzana treinta y seis, predio trece, del plano de fusión respectivo. Inscrito a Fs. 92465 número 135501 correspondiente al Registro de Propiedad del año 2015 del Conservador de Bienes Raíces de Santiago. Mínimo para las posturas $ 38.000.000.- Precio pagadero al contado dentro de quinto día hábil de efectuada la subasta. Interesados deberán consignar garantía por el 10% del valor de tasación aprobado, mediante vale vista a la orden del 29° Juzgado Civil de Santiago, documento que se deberá presentar materialmente en la Secretaría del Tribunal hasta las 12:00 hrs. del día hábil anterior a la subasta. Los postores interesados deberán ingresar comprobante legible de rendición de la caución, a través del módulo especialmente establecido al efecto en la Oficina Judicial Virtual, y enviar un correo a la casilla electrónica jcsantiago29_remates@pjud.cl, hasta las 12:00 hrs. del día hábil anterior a la (1286, 1187, 1511, 1854)
category-code: 1616 (795, 134, 854, 164)
notice-text: previstos, ajenos a la voluntad de las partes y del Tribunal, se realizará el día siguiente hábil, a las 10:30 horas, salvo que recayere en sábado, caso en el cual se verificará el día lunes inmediatamente siguiente, también a las 10:30 horas. Para tal efecto podrán los postores y público en general participar de la subasta a través del siguiente link: https://pjud-cl.zoom.us/j/95498849784, propiedad consistente en la vivienda económica, ubicada en Pasaje Uno N° 45, que corresponde al lote 8 de la manzana B, del plano de loteo del Conjunto Habitacional denominado 'Parque Residencial Terra Verde', comuna de Buin. Inscrita a fs 1646 N° 2512 del Registro de Propiedad del Conservador de Bienes Raíces de Buin, correspondiente al año 2007. Mínimo para las posturas subasta será la suma de $ 59.200.809. Pago al contado. El adjudicatario deberá pagar el saldo o diferencia, hasta completar el precio de la subasta, dentro de quinto día hábil de efectuado el remate, adoptando todas las providencias para que los fondos estén depositados en la cuenta corriente del Tribunal dentro de dicho plazo, lo que será responsabilidad exclusiva del interesado. La subasta se desarrollará mediante video-conferencia, por lo cual los interesados deben rendir garantía suficiente para participar, equivalente al 10% del valor de tasación aprobado, mediante vale vista a la orden del 29° Juzgado Civil de Santiago, documento que se deberá presentar materialmente en la Secretaría del Tribunal hasta las 12:00 horas del día hábil anterior a la subasta, y si dicho día fuera sábado, hasta las 12:00 horas del viernes anterior a la subasta. Se hace presente que la subasta se realizará por video conferencia, por la plataforma Zoom, para lo cual se requiere de un computador o teléfono con conexión a Internet, en ambos casos, con cámara, micrófono y audio del mismo equipo, siendo carga de las partes y postores tener los elementos de conexión y tecnológicos. Todo interesado en participar en la subasta como postor, deberá tener activo su Clave Única del Estado, para la eventual suscripción de la correspondiente acta de remate. Los postores interesados deberán ingresar comprobante legible de rendición de la caución, a través del módulo especialmente establecido al efecto en la Oficina Judicial Virtual, y enviar un correo a la casilla electrónica jcsantiago29_remates@pjud.cl, hasta las 12:00 hrs del día hábil anterior a la subasta, y si dicho día fuere sábado, hasta las 12:00 horas del viernes anterior a la subasta, indicando su nombre completo y adjuntando copia -por ambos lados- de su cédula de identidad, indicando el Rol de la causa en la cual participarán, un correo electrónico y número telefónico para el caso que se requiera contactarlo durante la subasta por problemas de conexión. En caso de falta de conexión, deberá estar a lo señalado en el Acta de la Excma. Corte Suprema N° 263-2021, y vigentes. Finalmente, se hace presente a las partes del juicio que atento a lo dispuesto en el artículo 29 de la Ley N° 14.908 y 27 de la Ley N° 21.389, en relación al artículo 27 de la Convención sobre los Derechos del Niño, el Tribunal, al hacer el pago de la deuda, a los postores, se procederá con estricta sujeción a dichos preceptos y su finalidad, que no es otra que la observancia del derecho de alimentos, por ser un derecho humano fundamental. Bases y antecedentes, autos Ejecutivos Rol N° C-1026-2022, caratulados 'Banco Estado con Letelier Ciudad'. El Secretario(a). (1040, 178, 1265, 1177)
notice (1286, 335, 1511, 1176)
notice (550, 1240, 774, 1508)
column-4 (795, 124, 1020, 1964)
column-heading (1531, 124, 1756, 168)
